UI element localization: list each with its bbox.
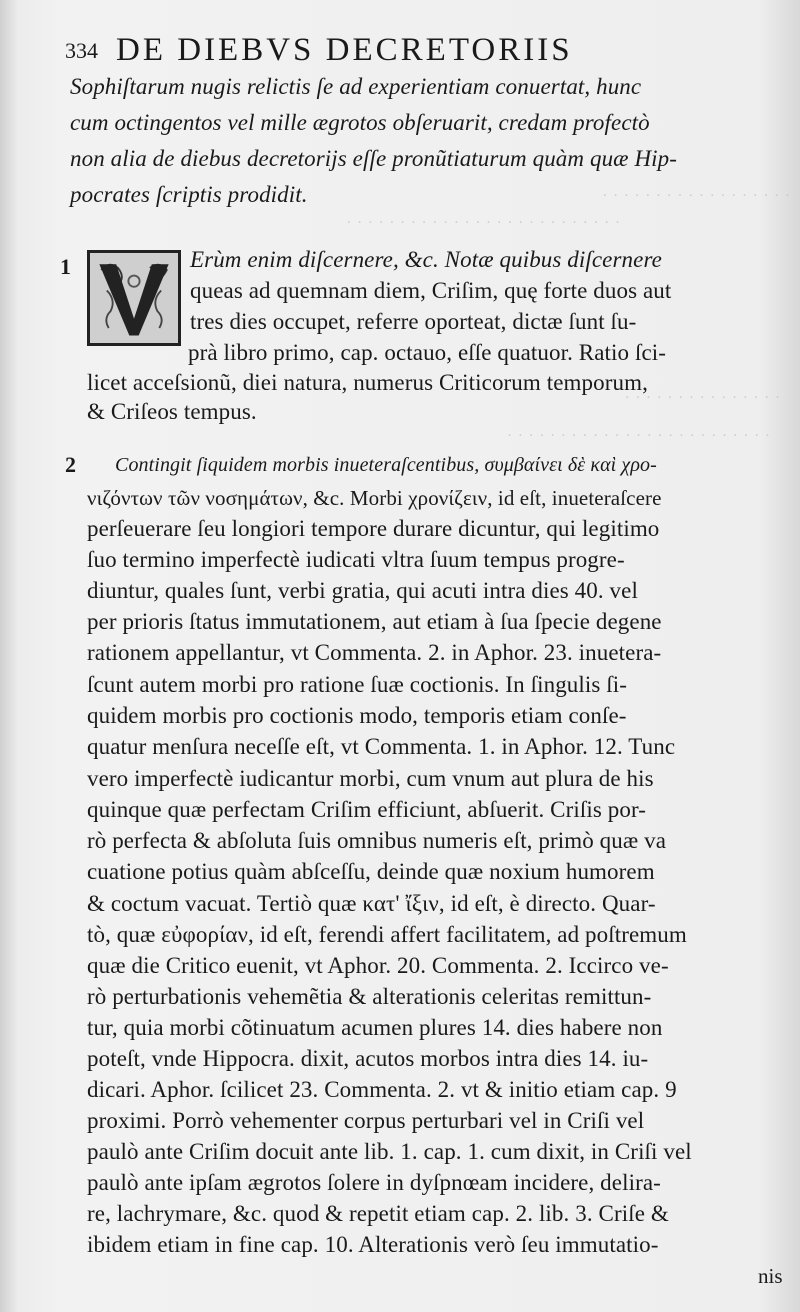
text-line: cum octingentos vel mille ægrotos obſeruarit, credam profectò xyxy=(70,110,650,135)
text-line: Erùm enim diſcernere, &c. Notæ quibus diſcernere xyxy=(190,247,662,272)
text-line: ſuo termino imperfectè iudicati vltra ſuum tempus progre- xyxy=(87,547,625,572)
show-through-text: · · · · · · · · · · · · · · · · · · · · · · · · · · xyxy=(345,215,620,231)
margin-note-number: 2 xyxy=(65,452,76,477)
text-line: cuatione potius quàm abſceſſu, deinde quæ noxium humorem xyxy=(87,859,655,884)
text-line: quidem morbis pro coctionis modo, temporis etiam conſe- xyxy=(87,703,627,728)
text-line: vero imperfectè iudicantur morbi, cum vnum aut plura de his xyxy=(87,766,654,791)
text-line: licet acceſsionũ, diei natura, numerus Criticorum temporum, xyxy=(87,370,648,395)
text-line: dicari. Aphor. ſcilicet 23. Commenta. 2. vt & initio etiam cap. 9 xyxy=(87,1077,677,1102)
text-line: per prioris ſtatus immutationem, aut etiam à ſua ſpecie degene xyxy=(87,609,662,634)
text-line: poteſt, vnde Hippocra. dixit, acutos morbos intra dies 14. iu- xyxy=(87,1046,649,1071)
text-line: rò perturbationis vehemẽtia & alterationis celeritas remittun- xyxy=(87,984,652,1009)
running-title: DE DIEBVS DECRETORIIS xyxy=(116,32,573,68)
decorated-initial-v-icon xyxy=(87,250,181,346)
running-header xyxy=(65,32,785,69)
show-through-text: · · · · · · · · · · · · · · · · · · xyxy=(601,188,790,204)
text-line: tres dies occupet, referre oporteat, dictæ ſunt ſu- xyxy=(190,309,637,334)
margin-note-number: 1 xyxy=(60,254,71,279)
text-line: ſcunt autem morbi pro ratione ſuæ coctionis. In ſingulis ſi- xyxy=(87,672,628,697)
text-line: rò perfecta & abſoluta ſuis omnibus numeris eſt, primò quæ va xyxy=(87,828,667,853)
show-through-text: · · · · · · · · · · · · · · · xyxy=(623,390,780,406)
text-line: non alia de diebus decretorijs eſſe pronũtiaturum quàm quæ Hip- xyxy=(70,146,678,171)
text-line: prà libro primo, cap. octauo, eſſe quatuor. Ratio ſci- xyxy=(188,340,667,365)
text-line: pocrates ſcriptis prodidit. xyxy=(70,182,308,207)
text-line: ibidem etiam in fine cap. 10. Alterationis verò ſeu immutatio- xyxy=(87,1232,659,1257)
text-line: queas ad quemnam diem, Criſim, quę forte duos aut xyxy=(190,278,672,303)
catchword: nis xyxy=(758,1264,783,1288)
text-line: tur, quia morbi cõtinuatum acumen plures 14. dies habere non xyxy=(87,1015,663,1040)
text-line: quinque quæ perfectam Criſim efficiunt, abſuerit. Criſis por- xyxy=(87,797,646,822)
text-line: proximi. Porrò vehementer corpus perturbari vel in Criſi vel xyxy=(87,1108,645,1133)
show-through-text: · · · · · · · · · · · · · · · · · · · · · · · · · xyxy=(506,428,770,444)
text-line: & coctum vacuat. Tertiò quæ κατ' ἴξιν, id eſt, è directo. Quar- xyxy=(87,891,656,916)
text-line: paulò ante ipſam ægrotos ſolere in dyſpnœam incidere, delira- xyxy=(87,1170,661,1195)
text-line: rationem appellantur, vt Commenta. 2. in Aphor. 23. inuetera- xyxy=(87,640,662,665)
page-number: 334 xyxy=(65,38,98,63)
text-line: νιζόντων τῶν νοσημάτων, &c. Morbi χρονίζειν, id eſt, inueteraſcere xyxy=(87,486,662,510)
text-line: Sophiſtarum nugis relictis ſe ad experientiam conuertat, hunc xyxy=(70,74,642,99)
text-line: diuntur, quales ſunt, verbi gratia, qui acuti intra dies 40. vel xyxy=(87,578,638,603)
text-line: & Criſeos tempus. xyxy=(87,399,257,424)
text-line: perſeuerare ſeu longiori tempore durare dicuntur, qui legitimo xyxy=(87,516,660,541)
text-line: quæ die Critico euenit, vt Aphor. 20. Commenta. 2. Iccirco ve- xyxy=(87,953,669,978)
text-line: paulò ante Criſim docuit ante lib. 1. cap. 1. cum dixit, in Criſi vel xyxy=(87,1139,692,1164)
text-line: tò, quæ εὐφορίαν, id eſt, ferendi affert facilitatem, ad poſtremum xyxy=(87,922,687,947)
text-line: re, lachrymare, &c. quod & repetit etiam cap. 2. lib. 3. Criſe & xyxy=(87,1201,669,1226)
text-line: Contingit ſiquidem morbis inueteraſcentibus, συμβαίνει δὲ καὶ χρο- xyxy=(115,454,657,476)
text-line: quatur menſura neceſſe eſt, vt Commenta. 1. in Aphor. 12. Tunc xyxy=(87,734,676,759)
